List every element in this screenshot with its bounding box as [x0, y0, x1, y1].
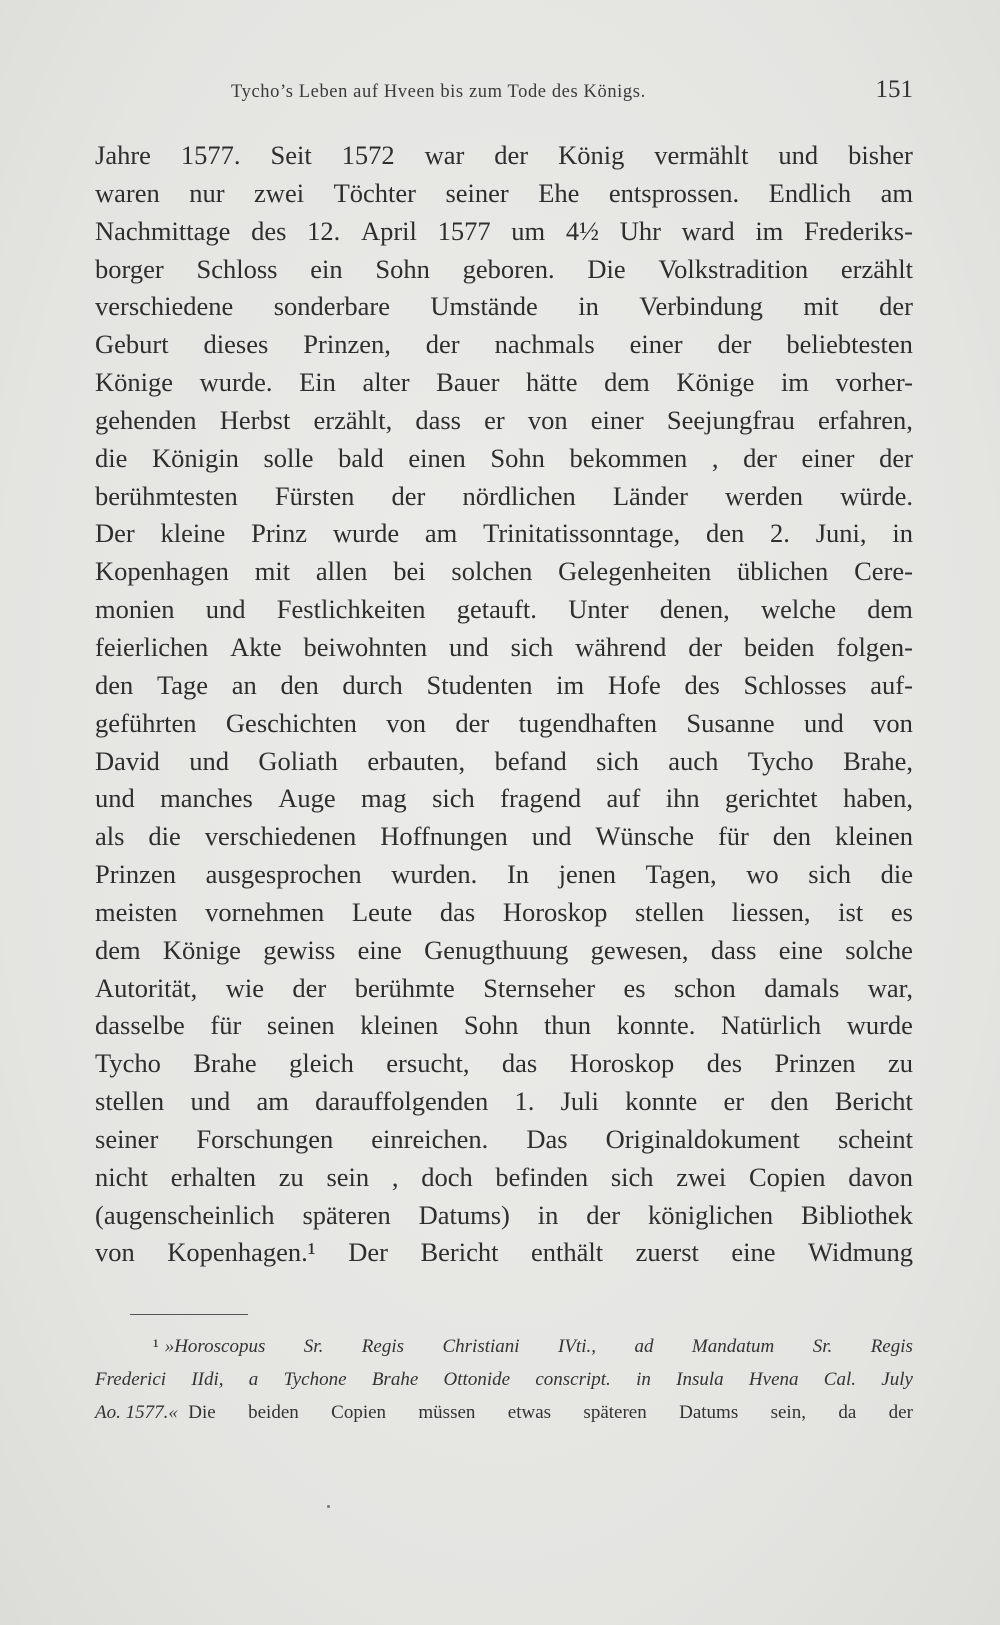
text-line: waren nur zwei Töchter seiner Ehe entsprossen. Endlich am [95, 177, 913, 208]
text-line: Geburt dieses Prinzen, der nachmals einer der beliebtesten [95, 329, 913, 360]
footnote-text-italic: Frederici IIdi, a Tychone Brahe Ottonide conscript. in Insula Hvena Cal. July [95, 1369, 913, 1390]
text-line: (augenscheinlich späteren Datums) in der königlichen Bibliothek [95, 1199, 913, 1230]
text-line: Nachmittage des 12. April 1577 um 4½ Uhr ward im Frederiks- [95, 215, 913, 246]
text-line: als die verschiedenen Hoffnungen und Wünsche für den kleinen [95, 821, 913, 852]
text-line: berühmtesten Fürsten der nördlichen Länder werden würde. [95, 480, 913, 511]
body-text [95, 137, 913, 1272]
text-line: verschiedene sonderbare Umstände in Verbindung mit der [95, 291, 913, 322]
text-line: stellen und am darauffolgenden 1. Juli konnte er den Bericht [95, 1086, 913, 1117]
text-line: und manches Auge mag sich fragend auf ihn gerichtet haben, [95, 783, 913, 814]
footnotes [95, 1330, 913, 1429]
text-line: Kopenhagen mit allen bei solchen Gelegenheiten üblichen Cere- [95, 556, 913, 587]
text-line: David und Goliath erbauten, befand sich auch Tycho Brahe, [95, 745, 913, 776]
text-line: gehenden Herbst erzählt, dass er von einer Seejungfrau erfahren, [95, 404, 913, 435]
running-head [95, 70, 913, 110]
paper-speck [327, 1505, 330, 1508]
text-line: borger Schloss ein Sohn geboren. Die Volkstradition erzählt [95, 253, 913, 284]
text-line: monien und Festlichkeiten getauft. Unter denen, welche dem [95, 594, 913, 625]
footnote-line [95, 1396, 913, 1429]
text-line: nicht erhalten zu sein , doch befinden sich zwei Copien davon [95, 1161, 913, 1192]
text-line: dem Könige gewiss eine Genugthuung gewesen, dass eine solche [95, 934, 913, 965]
text-line: meisten vornehmen Leute das Horoskop stellen liessen, ist es [95, 896, 913, 927]
text-line: den Tage an den durch Studenten im Hofe des Schlosses auf- [95, 669, 913, 700]
text-line: Jahre 1577. Seit 1572 war der König vermählt und bisher [95, 140, 913, 170]
footnote-marker: ¹ [153, 1336, 159, 1357]
footnote-text-italic: Ao. 1577.« [95, 1402, 178, 1423]
text-line: Autorität, wie der berühmte Sternseher es schon damals war, [95, 972, 913, 1003]
text-line: Könige wurde. Ein alter Bauer hätte dem Könige im vorher- [95, 367, 913, 398]
text-line: geführten Geschichten von der tugendhaften Susanne und von [95, 707, 913, 738]
running-title: Tycho’s Leben auf Hveen bis zum Tode des Königs. [231, 82, 646, 102]
text-line: feierlichen Akte beiwohnten und sich während der beiden folgen- [95, 631, 913, 662]
text-line: die Königin solle bald einen Sohn bekommen , der einer der [95, 442, 913, 473]
text-line: Der kleine Prinz wurde am Trinitatissonntage, den 2. Juni, in [95, 518, 913, 549]
text-line: Prinzen ausgesprochen wurden. In jenen Tagen, wo sich die [95, 859, 913, 890]
footnote-line [95, 1363, 913, 1396]
text-line: seiner Forschungen einreichen. Das Originaldokument scheint [95, 1123, 913, 1154]
text-line: dasselbe für seinen kleinen Sohn thun konnte. Natürlich wurde [95, 1010, 913, 1041]
footnote-rule [130, 1314, 248, 1315]
footnote-text-italic: »Horoscopus Sr. Regis Christiani IVti., ad Mandatum Sr. Regis [164, 1336, 913, 1357]
text-line: von Kopenhagen.¹ Der Bericht enthält zuerst eine Widmung [95, 1237, 913, 1268]
page-number: 151 [875, 76, 913, 103]
footnote-text: Die beiden Copien müssen etwas späteren Datums sein, da der [188, 1402, 913, 1423]
text-line: Tycho Brahe gleich ersucht, das Horoskop des Prinzen zu [95, 1048, 913, 1079]
footnote-line [95, 1330, 913, 1363]
